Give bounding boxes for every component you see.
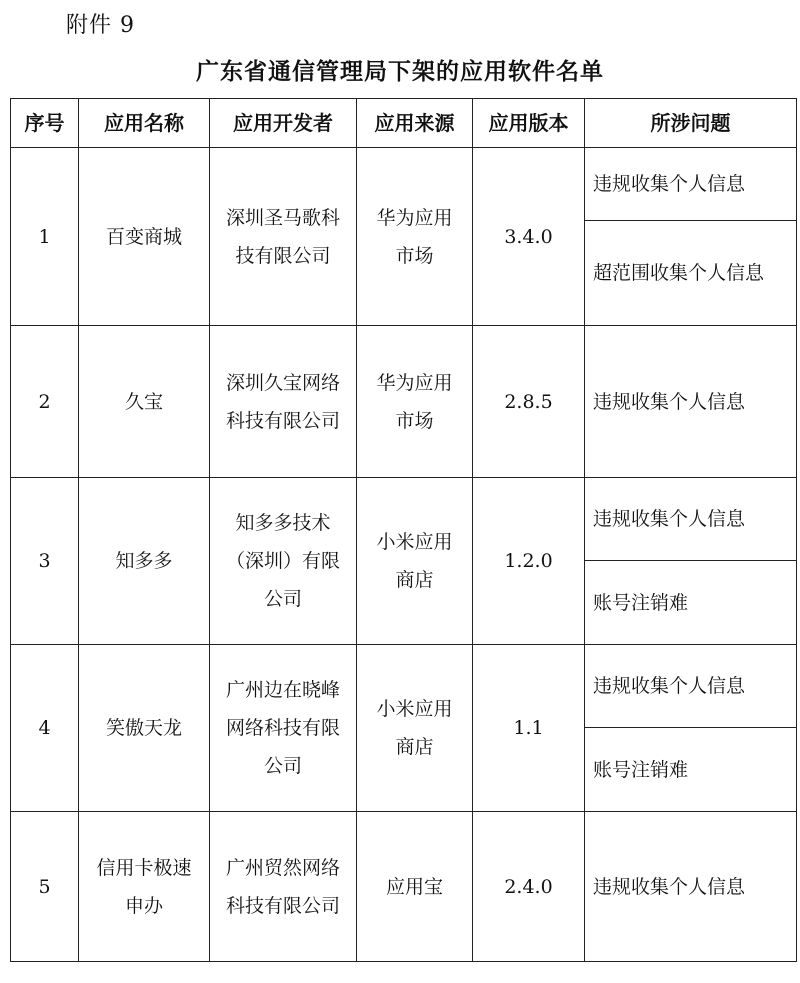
cell-issue: 违规收集个人信息 — [585, 326, 797, 478]
cell-index: 3 — [11, 478, 79, 645]
header-index: 序号 — [11, 99, 79, 148]
cell-source: 华为应用市场 — [357, 326, 473, 478]
table-row — [11, 148, 797, 221]
cell-issue: 违规收集个人信息 — [585, 478, 797, 561]
cell-app-name: 百变商城 — [79, 148, 210, 326]
cell-app-name: 知多多 — [79, 478, 210, 645]
cell-source: 应用宝 — [357, 812, 473, 962]
cell-developer: 深圳圣马歌科技有限公司 — [210, 148, 357, 326]
cell-index: 4 — [11, 645, 79, 812]
cell-source: 华为应用市场 — [357, 148, 473, 326]
table-header-row — [11, 99, 797, 148]
cell-app-name: 久宝 — [79, 326, 210, 478]
cell-index: 5 — [11, 812, 79, 962]
cell-version: 2.4.0 — [473, 812, 585, 962]
table-row — [11, 645, 797, 728]
header-app-name: 应用名称 — [79, 99, 210, 148]
cell-issue: 超范围收集个人信息 — [585, 221, 797, 326]
cell-developer: 知多多技术（深圳）有限公司 — [210, 478, 357, 645]
cell-index: 2 — [11, 326, 79, 478]
cell-version: 1.1 — [473, 645, 585, 812]
cell-source: 小米应用商店 — [357, 645, 473, 812]
header-source: 应用来源 — [357, 99, 473, 148]
table-row — [11, 812, 797, 962]
cell-source: 小米应用商店 — [357, 478, 473, 645]
cell-developer: 广州贸然网络科技有限公司 — [210, 812, 357, 962]
attachment-label: 附件 9 — [66, 13, 135, 38]
cell-app-name: 笑傲天龙 — [79, 645, 210, 812]
table-row — [11, 478, 797, 561]
cell-issue: 违规收集个人信息 — [585, 812, 797, 962]
cell-issue: 账号注销难 — [585, 561, 797, 645]
header-version: 应用版本 — [473, 99, 585, 148]
cell-version: 1.2.0 — [473, 478, 585, 645]
document-title: 广东省通信管理局下架的应用软件名单 — [196, 59, 604, 85]
cell-developer: 广州边在晓峰网络科技有限公司 — [210, 645, 357, 812]
cell-developer: 深圳久宝网络科技有限公司 — [210, 326, 357, 478]
app-list-table — [10, 98, 797, 962]
cell-issue: 账号注销难 — [585, 728, 797, 812]
header-developer: 应用开发者 — [210, 99, 357, 148]
header-issues: 所涉问题 — [585, 99, 797, 148]
cell-app-name: 信用卡极速申办 — [79, 812, 210, 962]
cell-index: 1 — [11, 148, 79, 326]
cell-version: 3.4.0 — [473, 148, 585, 326]
cell-issue: 违规收集个人信息 — [585, 148, 797, 221]
table-row — [11, 326, 797, 478]
cell-version: 2.8.5 — [473, 326, 585, 478]
cell-issue: 违规收集个人信息 — [585, 645, 797, 728]
